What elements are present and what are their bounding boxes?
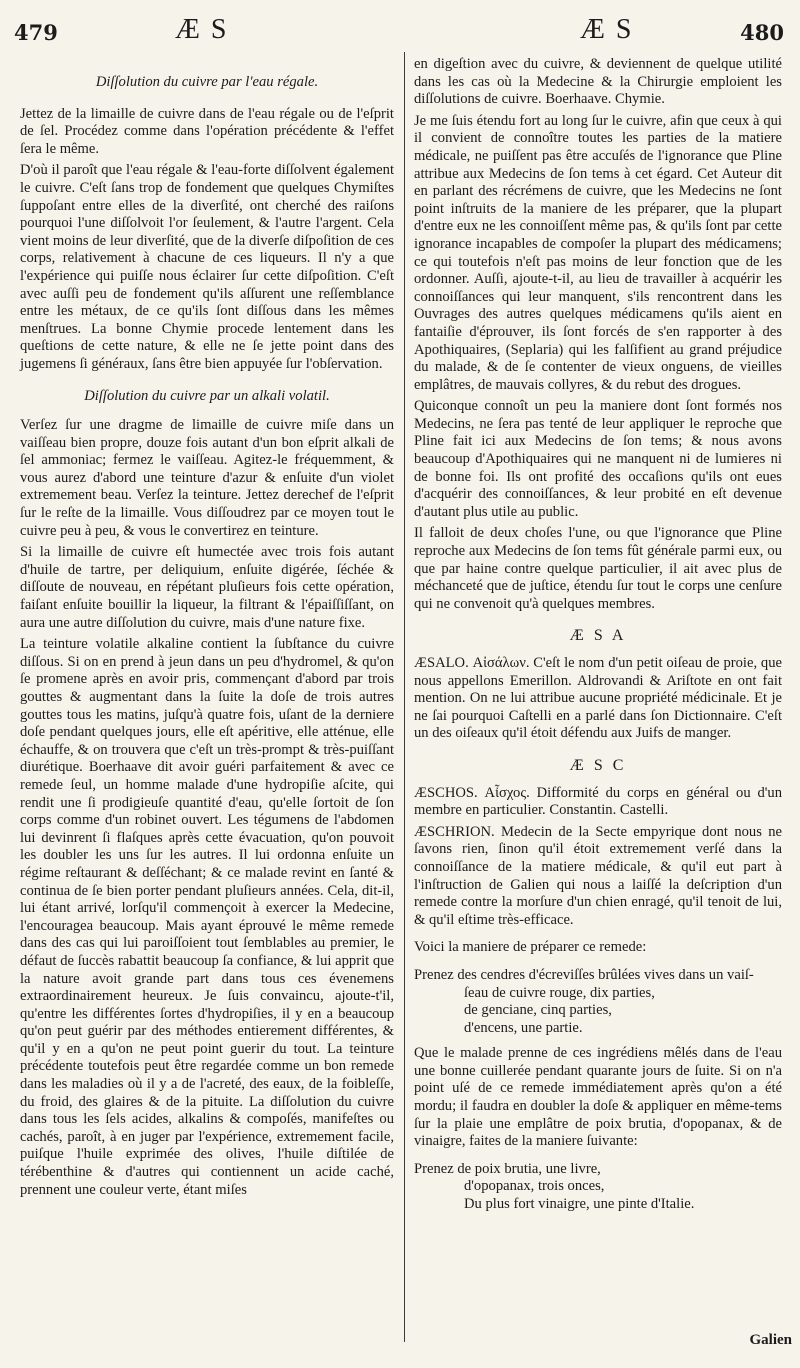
entry-section-heading: Æ S C [569,756,627,774]
dictionary-entry: ÆSCHOS. Αἶσχος. Difformité du corps en général ou d'un membre en particulier. Constantin. Castelli. [414,784,782,819]
dictionary-entry: ÆSCHRION. Medecin de la Secte empyrique dont nous ne ſavons rien, ſinon qu'il étoit extremement verſé dans la connoiſſance de la matiere médicale, & qu'il eut part à l'inſtruction de Galien qui nous a laiſſé la deſcription d'un remede contre la morſure d'un chien enragé, qu'il tenoit de lui, & qu'il eſtime très-efficace. [414,823,782,928]
recipe-line: Prenez de poix brutia, une livre, [414,1160,601,1177]
recipe-block [414,967,782,1037]
paragraph: Si la limaille de cuivre eſt humectée avec trois fois autant d'huile de tartre, per deliquium, enſuite digérée, ſéchée & diſſoute de nouveau, en répétant pluſieurs fois cette opération, faiſant enſuite bouillir la liqueur, la filtrant & l'épaiſſiſſant, on aura une autre diſſolution du cuivre, mais d'une nature fixe. [20,544,394,631]
entry-section-heading: Æ S A [569,627,627,645]
paragraph: Je me ſuis étendu fort au long ſur le cuivre, afin que ceux à qui il convient de connoître toutes les parties de la matiere médicale, ne puiſſent pas être accuſés de l'ignorance que Pline attribue aux Medecins de ſon tems à cet égard. Cet Auteur dit en parlant des récrémens de cuivre, que les Medecins ne ſont point inſtruits de la maniere de les préparer, que la plupart d'entre eux ne les connoiſſent même pas, & qu'ils ſont par cette ignorance incapables de compoſer la plupart des médicamens; ce qui toutefois n'eſt pas moins de leur fonction que de les ordonner. Auſſi, ajoute-t-il, au lieu de travailler à acquérir les connoiſſances qui leur manquent, s'ils rencontrent dans les Ouvrages des autres quelques médicamens qu'ils aient en fantaiſie d'éprouver, ils ſont forcés de s'en rapporter à des Apothiquaires, (Seplaria) qui les falſifient au grand préjudice du malade, & de ſe contenter de vieux onguens, de vieilles emplâtres, de mauvais collyres, & du rebut des drogues. [414,112,782,393]
paragraph: Quiconque connoît un peu la maniere dont ſont formés nos Medecins, ne ſera pas tenté de leur appliquer le reproche que Pline fait ici aux Medecins de ſon tems; & nous avons beaucoup d'Apothiquaires qui ne manquent ni de lumieres ni de bonne foi. Ils ont profité des occaſions qu'ils ont eues d'acquérir des connoiſſances, & leur probité en eſt devenue d'autant plus utile au public. [414,398,782,520]
paragraph: Il falloit de deux choſes l'une, ou que l'ignorance que Pline reproche aux Medecins de ſon tems fût générale parmi eux, ou que par haine contre quelque particulier, il ait avec plus de méchanceté que de juſtice, étendu ſur tout le corps une cenſure qui ne convenoit qu'à quelques membres. [414,525,782,612]
paragraph: Jettez de la limaille de cuivre dans de l'eau régale ou de l'eſprit de ſel. Procédez comme dans l'opération précédente & l'effet ſera le même. [20,105,394,157]
catchword: Galien [749,1332,792,1348]
paragraph: La teinture volatile alkaline contient la ſubſtance du cuivre diſſous. Si on en prend à jeun dans un peu d'hydromel, & qu'on ſe promene après en avoir pris, commençant d'abord par trois gouttes & augmentant dans la ſuite la doſe de trois autres gouttes tous les matins, juſqu'à quatre fois, uſant de la derniere doſe pendant quelques jours, elle eſt apéritive, elle atténue, elle échauffe, & on trouvera que c'eſt un très-prompt & très-puiſſant diurétique. Boerhaave dit avoir guéri parfaitement & avec ce remede ſeul, un homme malade d'une hydropiſie aſcite, qui rendit une ſi prodigieuſe quantité d'eau, qu'elle ſortoit de ſon corps comme d'un robinet ouvert. Les tégumens de l'abdomen lui devinrent ſi flaſques après cette évacuation, qu'on pouvoit les doubler les uns ſur les autres. Il lui ordonna enſuite un régime reſtaurant & deſſéchant; & ce malade revint en ſanté & continua de ſe bien porter pendant pluſieurs années. Cela, dit-il, lui étant arrivé, lorſqu'il commençoit à exercer la Medecine, l'encouragea beaucoup. Mais ayant éprouvé le même remede dans des cas qui lui paroiſſoient tout ſemblables au premier, le défaut de ſuccès rabattit beaucoup ſa confiance, & lui apprit que la nature avoit grande part dans tous ces évenemens extraordinairement heureux. Je ſuis convaincu, ajoute-t'il, qu'entre les différentes ſortes d'hydropiſies, il y en a beaucoup qu'on peut guérir par des méthodes entierement différentes, & qu'il y en a qu'on ne peut point guerir du tout. La teinture précédente toutefois peut être regardée comme un bon remede dans les maladies où il y a de l'acreté, des eaux, de la foibleſſe, du froid, des glaires & de la pituite. La diſſolution du cuivre dans tous les ſels acides, alkalins & compoſés, manifeſtes ou cachés, paroît, à en juger par l'expérience, extremement facile, puiſque l'huile exprimée des olives, l'huile diſtilée de térébenthine & d'autres qui contiennent un acide caché, prennent une couleur verte, étant miſes [20,636,394,1198]
recipe-line: Prenez des cendres d'écreviſſes brûlées vives dans un vaiſ- [414,966,754,983]
section-heading: Diſſolution du cuivre par un alkali volatil. [84,387,330,404]
left-page-number: 479 [14,20,58,45]
right-page-number: 480 [740,20,784,45]
recipe-line: Du plus fort vinaigre, une pinte d'Italie. [464,1196,695,1213]
paragraph: D'où il paroît que l'eau régale & l'eau-forte diſſolvent également le cuivre. C'eſt ſans trop de fondement que quelques Chymiſtes ſuppoſant entre elles de la diverſité, ont cherché des raiſons pourquoi l'une diſſolvoit l'or ſeulement, & l'autre l'argent. Cela vient moins de leur diverſité, que de la diverſe diſpoſition de ces corps, relativement à chacune de ces liqueurs. Il n'y a que l'expérience qui puiſſe nous éclairer ſur cette diſpoſition. C'eſt avec auſſi peu de fondement qu'ils aſſurent une reſſemblance entre les métaux, de ce qu'ils ſont diſſous dans les mêmes menſtrues. La bonne Chymie procede lentement dans les queſtions de cette nature, & elle ne ſe jette point dans des jugemens ſi généraux, ſans être bien appuyée ſur l'obſervation. [20,162,394,372]
paragraph: Verſez ſur une dragme de limaille de cuivre miſe dans un vaiſſeau bien propre, douze fois autant d'un bon eſprit alkali de ſel ammoniac; fermez le vaiſſeau. Agitez-le fréquemment, & vous aurez d'abord une teinture d'azur & enſuite d'un violet extremement beau. Verſez la teinture. Jettez derechef de l'eſprit ſur le reſte de la limaille. Vous diſſoudrez par ce moyen tout le cuivre peu à peu, & vous le convertirez en teinture. [20,417,394,539]
left-running-head: Æ S [175,14,229,45]
left-column [20,72,394,1203]
paragraph: Que le malade prenne de ces ingrédiens mêlés dans de l'eau une bonne cuillerée pendant quarante jours de ſuite. Si on n'a point uſé de ce remede immédiatement après qu'on a été mordu; il faudra en doubler la doſe & appliquer en même-tems ſur la plaie une emplâtre de poix brutia, d'opopanax, & de vinaigre, faites de la maniere ſuivante: [414,1045,782,1150]
recipe-line: d'opopanax, trois onces, [464,1178,605,1195]
dictionary-entry: ÆSALO. Αἰσάλων. C'eſt le nom d'un petit oiſeau de proie, que nous appellons Emerillon. Aldrovandi & Ariſtote en ont fait mention. On ne lui attribue aucune propriété médicinale. Et je ne ſai pourquoi Caſtelli en a parlé dans ſon Dictionnaire. C'eſt un des oiſeaux qu'il étoit défendu aux Juifs de manger. [414,655,782,742]
column-divider [404,52,405,1342]
right-running-head: Æ S [580,14,634,45]
section-heading: Diſſolution du cuivre par l'eau régale. [95,74,319,90]
recipe-line: d'encens, une partie. [464,1019,583,1036]
recipe-line: ſeau de cuivre rouge, dix parties, [464,984,655,1001]
recipe-block [414,1161,782,1214]
right-column [414,56,782,1222]
recipe-line: de gencianе, cinq parties, [464,1002,612,1019]
paragraph: Voici la maniere de préparer ce remede: [414,939,647,956]
paragraph: en digeſtion avec du cuivre, & deviennent de quelque utilité dans les cas où la Medecine & la Chirurgie emploient les diſſolutions de cuivre. Boerhaave. Chymie. [414,56,782,108]
